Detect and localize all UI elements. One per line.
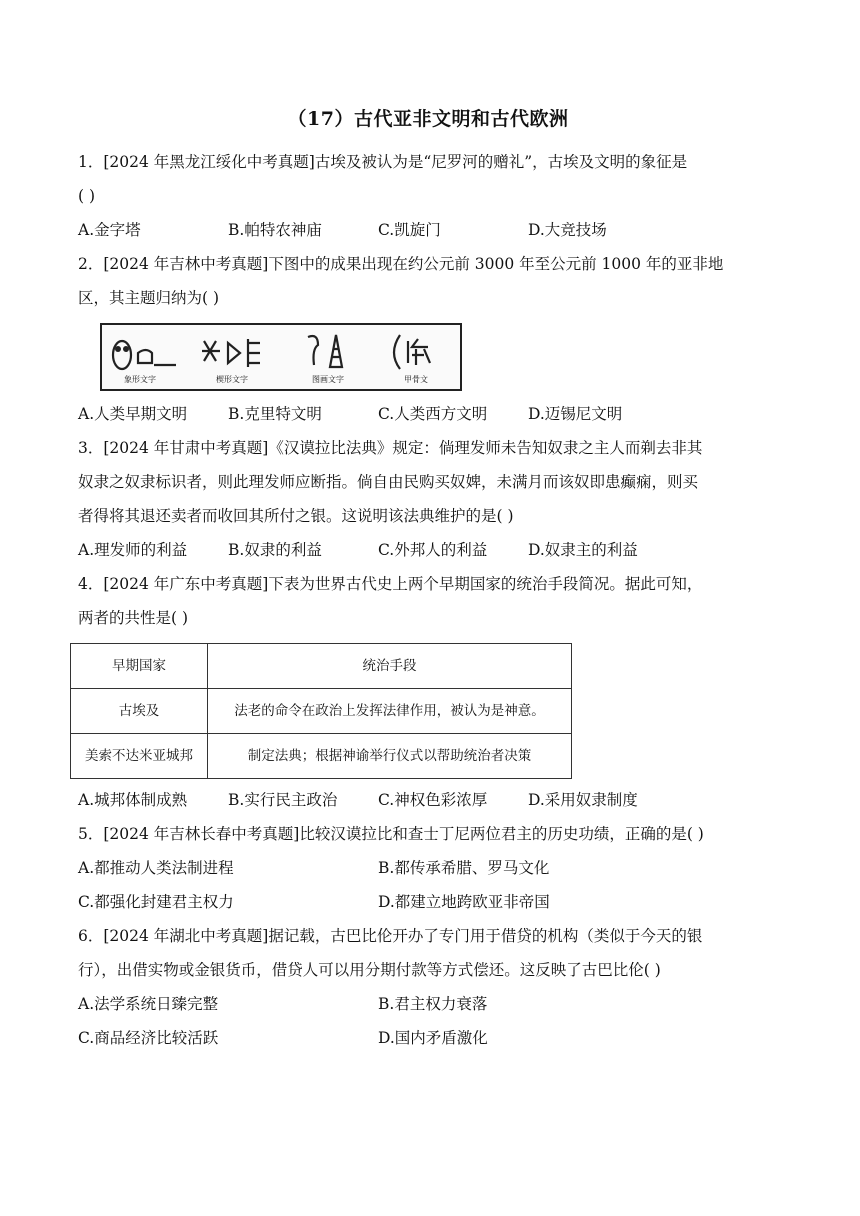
table-cell: 法老的命令在政治上发挥法律作用，被认为是神意。: [208, 689, 572, 734]
table-cell: 古埃及: [71, 689, 208, 734]
option-b[interactable]: B.都传承希腊、罗马文化: [378, 859, 550, 877]
question-6-stem-cont: 行），出借实物或金银货币，借贷人可以用分期付款等方式偿还。这反映了古巴比伦( ): [78, 961, 661, 979]
option-c[interactable]: C.凯旋门: [378, 221, 441, 239]
caption-hieroglyph: 象形文字: [124, 375, 156, 384]
caption-cuneiform: 楔形文字: [216, 375, 248, 384]
oracle-bone-icon: [388, 331, 454, 373]
option-a[interactable]: A.理发师的利益: [78, 541, 188, 559]
option-b[interactable]: B.奴隶的利益: [228, 541, 322, 559]
question-5-stem: 5．[2024 年吉林长春中考真题]比较汉谟拉比和查士丁尼两位君主的历史功绩，正确的是( ): [78, 825, 704, 843]
page-title: （17）古代亚非文明和古代欧洲: [287, 108, 569, 130]
question-2-stem-cont: 区，其主题归纳为( ): [78, 289, 220, 307]
option-c[interactable]: C.外邦人的利益: [378, 541, 488, 559]
table-header-row: [71, 644, 572, 689]
option-c[interactable]: C.都强化封建君主权力: [78, 893, 234, 911]
table-row: [71, 734, 572, 779]
question-3-stem: 3．[2024 年甘肃中考真题]《汉谟拉比法典》规定：倘理发师未告知奴隶之主人而剃去非其: [78, 439, 703, 457]
question-6-options-row2: [78, 1021, 778, 1055]
worksheet: [78, 100, 778, 1055]
option-d[interactable]: D.国内矛盾激化: [378, 1029, 488, 1047]
caption-pictograph: 图画文字: [312, 375, 344, 384]
option-c[interactable]: C.神权色彩浓厚: [378, 791, 488, 809]
pictograph-icon: [302, 331, 362, 373]
option-b[interactable]: B.克里特文明: [228, 405, 322, 423]
caption-oracle-bone: 甲骨文: [404, 375, 428, 384]
question-3-options: [78, 533, 778, 567]
cuneiform-icon: [200, 331, 270, 373]
table-row: [71, 689, 572, 734]
table-header-cell: 统治手段: [208, 644, 572, 689]
question-3-stem-cont: 奴隶之奴隶标识者，则此理发师应断指。倘自由民购买奴婢，未满月而该奴即患癫痫，则买: [78, 473, 699, 491]
option-d[interactable]: D.迈锡尼文明: [528, 405, 623, 423]
option-c[interactable]: C.商品经济比较活跃: [78, 1029, 219, 1047]
question-4-options: [78, 783, 778, 817]
option-d[interactable]: D.都建立地跨欧亚非帝国: [378, 893, 550, 911]
question-5-options-row2: [78, 885, 778, 919]
option-d[interactable]: D.大竞技场: [528, 221, 607, 239]
question-6-stem: 6．[2024 年湖北中考真题]据记载，古巴比伦开办了专门用于借贷的机构（类似于今天的银: [78, 927, 703, 945]
option-d[interactable]: D.奴隶主的利益: [528, 541, 638, 559]
question-1-stem-cont: ( ): [78, 187, 96, 205]
option-b[interactable]: B.实行民主政治: [228, 791, 338, 809]
question-1-stem: 1．[2024 年黑龙江绥化中考真题]古埃及被认为是“尼罗河的赠礼”，古埃及文明的象征是: [78, 153, 688, 171]
question-1-options: [78, 213, 778, 247]
table-header-cell: 早期国家: [71, 644, 208, 689]
table-cell: 美索不达米亚城邦: [71, 734, 208, 779]
option-c[interactable]: C.人类西方文明: [378, 405, 488, 423]
question-6-options-row1: [78, 987, 778, 1021]
option-a[interactable]: A.金字塔: [78, 221, 141, 239]
option-a[interactable]: A.人类早期文明: [78, 405, 188, 423]
table-cell: 制定法典；根据神谕举行仪式以帮助统治者决策: [208, 734, 572, 779]
owl-hieroglyph-icon: [108, 331, 178, 373]
ancient-scripts-figure: [100, 323, 462, 391]
question-4-stem-cont: 两者的共性是( ): [78, 609, 189, 627]
option-d[interactable]: D.采用奴隶制度: [528, 791, 638, 809]
option-b[interactable]: B.帕特农神庙: [228, 221, 322, 239]
option-a[interactable]: A.都推动人类法制进程: [78, 859, 234, 877]
question-2-options: [78, 397, 778, 431]
governance-table: [70, 643, 572, 779]
option-b[interactable]: B.君主权力衰落: [378, 995, 488, 1013]
question-5-options-row1: [78, 851, 778, 885]
question-2-stem: 2．[2024 年吉林中考真题]下图中的成果出现在约公元前 3000 年至公元前 1000 年的亚非地: [78, 255, 724, 273]
question-4-stem: 4．[2024 年广东中考真题]下表为世界古代史上两个早期国家的统治手段简况。据此可知，: [78, 575, 703, 593]
question-3-stem-cont2: 者得将其退还卖者而收回其所付之银。这说明该法典维护的是( ): [78, 507, 514, 525]
option-a[interactable]: A.法学系统日臻完整: [78, 995, 219, 1013]
option-a[interactable]: A.城邦体制成熟: [78, 791, 188, 809]
